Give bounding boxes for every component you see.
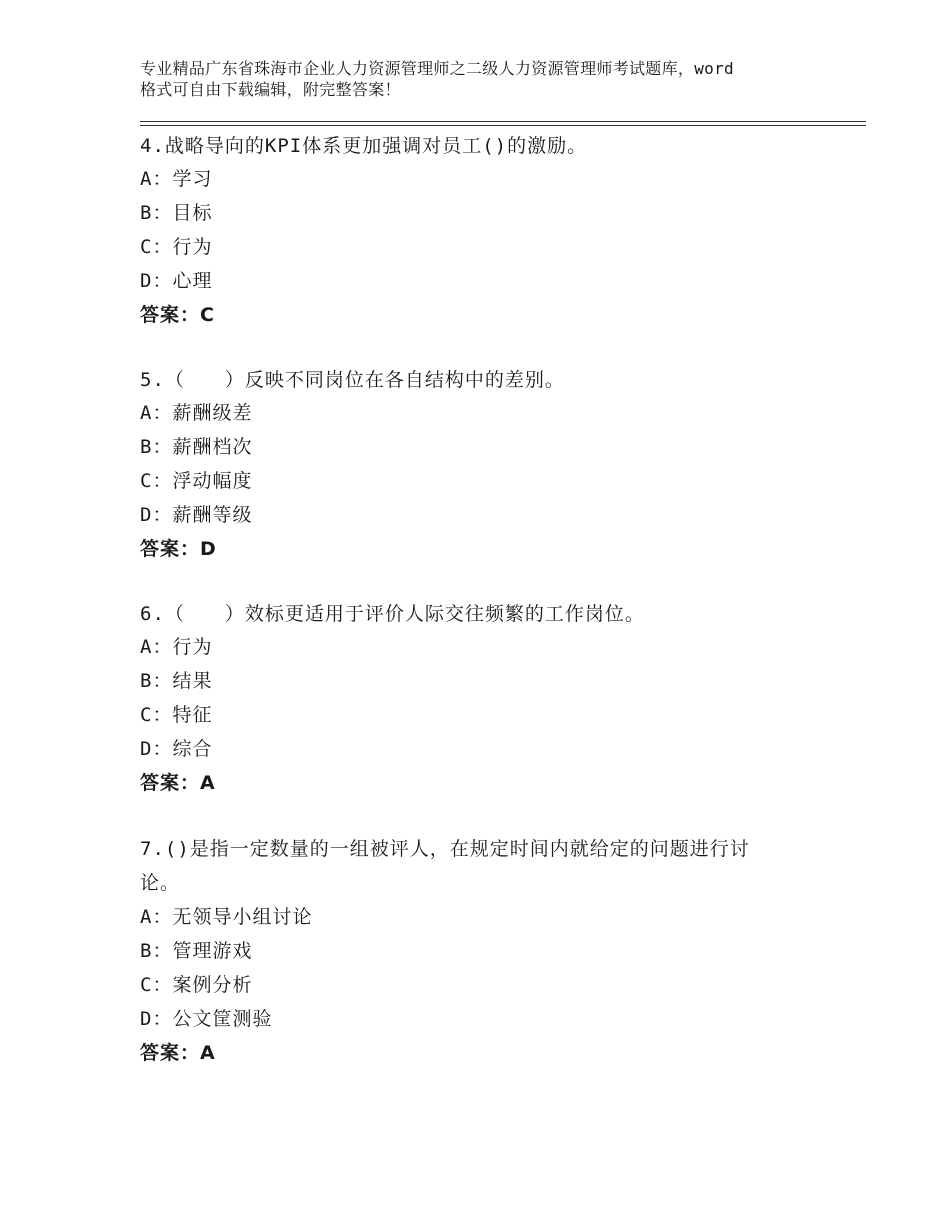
question-4 (140, 130, 840, 332)
answer-value: A (200, 1042, 216, 1064)
question-stem (140, 364, 840, 396)
option-c: C：案例分析 (140, 974, 253, 996)
answer-line (140, 532, 840, 566)
option-a: A：学习 (140, 168, 213, 190)
answer-label: 答案： (140, 772, 201, 794)
answer-value: D (200, 538, 217, 560)
header-divider-top (140, 121, 866, 122)
question-stem (140, 130, 840, 162)
option-c: C：行为 (140, 236, 213, 258)
answer-value: A (200, 772, 216, 794)
header-line-1: 专业精品广东省珠海市企业人力资源管理师之二级人力资源管理师考试题库，word (140, 59, 734, 78)
answer-label: 答案： (140, 538, 201, 560)
question-7 (140, 832, 840, 1070)
option-d: D：薪酬等级 (140, 504, 253, 526)
option-a: A：行为 (140, 636, 213, 658)
answer-line (140, 298, 840, 332)
option-d: D：公文筐测验 (140, 1008, 273, 1030)
option-b: B：结果 (140, 670, 213, 692)
document-header (140, 58, 830, 100)
option-b: B：目标 (140, 202, 213, 224)
question-text: （ ）效标更适用于评价人际交往频繁的工作岗位。 (164, 603, 645, 625)
question-number: 4. (140, 135, 165, 157)
option-d: D：心理 (140, 270, 213, 292)
option-d: D：综合 (140, 738, 213, 760)
question-5 (140, 364, 840, 566)
header-line-2: 格式可自由下载编辑，附完整答案！ (140, 80, 401, 99)
answer-value: C (200, 304, 215, 326)
question-stem (140, 598, 840, 630)
answer-line (140, 1036, 840, 1070)
question-stem (140, 832, 840, 866)
answer-label: 答案： (140, 304, 201, 326)
question-text: 战略导向的KPI体系更加强调对员工()的激励。 (164, 135, 588, 157)
header-divider-bottom (140, 125, 866, 126)
option-a: A：无领导小组讨论 (140, 906, 313, 928)
answer-line (140, 766, 840, 800)
question-stem-continued: 论。 (140, 872, 181, 894)
question-6 (140, 598, 840, 800)
question-number: 5. (140, 369, 165, 391)
question-text: ()是指一定数量的一组被评人，在规定时间内就给定的问题进行讨 (164, 838, 750, 860)
option-c: C：浮动幅度 (140, 470, 253, 492)
answer-label: 答案： (140, 1042, 201, 1064)
question-number: 7. (140, 838, 165, 860)
option-c: C：特征 (140, 704, 213, 726)
option-b: B：管理游戏 (140, 940, 253, 962)
question-text: （ ）反映不同岗位在各自结构中的差别。 (164, 369, 565, 391)
option-b: B：薪酬档次 (140, 436, 253, 458)
option-a: A：薪酬级差 (140, 402, 253, 424)
question-number: 6. (140, 603, 165, 625)
question-list (140, 130, 840, 1102)
